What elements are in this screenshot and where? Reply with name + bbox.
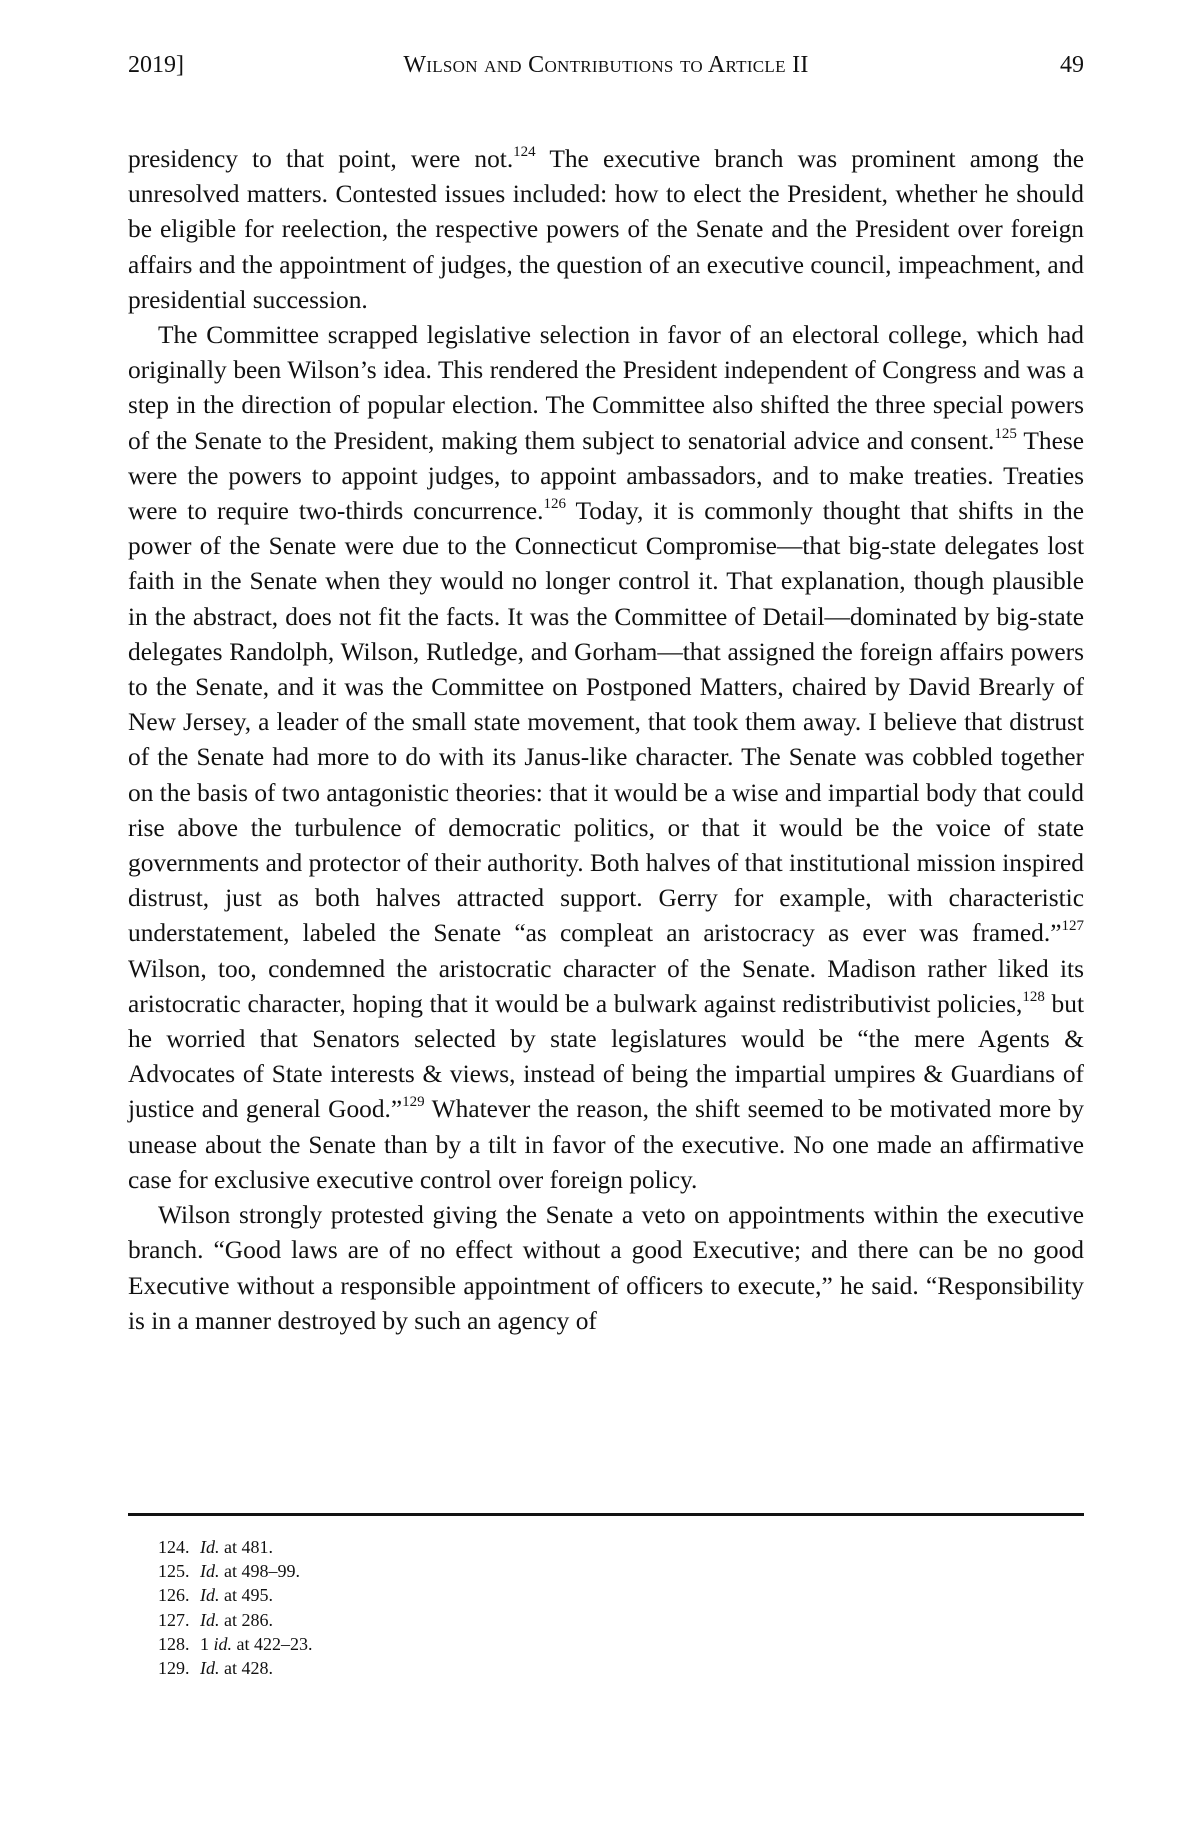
footnote-id-signal: Id. <box>200 1609 220 1630</box>
footnote-128 <box>128 1632 1084 1656</box>
footnote-number: 126. <box>158 1585 190 1606</box>
paragraph-1 <box>128 142 1084 318</box>
footnote-number: 124. <box>158 1537 190 1557</box>
text-run: These were the powers to appoint judges, to appoint ambassadors, and to make treaties. Treaties were to require two-thirds concurrence. <box>128 426 1084 526</box>
footnote-ref-126[interactable]: 126 <box>543 496 567 513</box>
running-header <box>128 52 1084 86</box>
text-run: Today, it is commonly thought that shifts in the power of the Senate were due to the Connecticut Compromise—that big-state delegates lost faith in the Senate when they would no longer control it. That explanation, though plausible in the abstract, does not fit the facts. It was the Committee of Detail—dominated by big-state delegates Randolph, Wilson, Rutledge, and Gorham—that assigned the foreign affairs powers to the Senate, and it was the Committee on Postponed Matters, chaired by David Brearly of New Jersey, a leader of the small state movement, that took them away. I believe that distrust of the Senate had more to do with its Janus-like character. The Senate was cobbled together on the basis of two antagonistic theories: that it would be a wise and impartial body that could rise above the turbulence of democratic politics, or that it would be the voice of state governments and protector of their authority. Both halves of that institutional mission inspired distrust, just as both halves attracted support. Gerry for example, with characteristic understatement, labeled the Senate “as compleat an aristocracy as ever was framed.” <box>128 497 1084 948</box>
footnote-citation: at 286. <box>219 1609 273 1630</box>
footnote-citation: at 428. <box>219 1658 273 1679</box>
footnote-124 <box>128 1535 1084 1559</box>
text-run: Wilson strongly protested giving the Senate a veto on appointments within the executive branch. “Good laws are of no effect without a good Executive; and there can be no good Executive without a responsible appointment of officers to execute,” he said. “Responsibility is in a manner destroyed by such an agency of <box>128 1201 1084 1335</box>
text-run: presidency to that point, were not. <box>128 145 514 173</box>
text-run: but he worried that Senators selected by state legislatures would be “the mere Agents & Advocates of State interests & views, instead of being the impartial umpires & Guardians of justice and general Good.” <box>128 989 1084 1124</box>
header-volume-year: 2019] <box>128 52 184 78</box>
footnote-id-signal: Id. <box>200 1658 220 1679</box>
footnote-number: 127. <box>158 1609 190 1630</box>
footnote-id-signal: Id. <box>200 1561 220 1582</box>
text-run: The executive branch was prominent among the unresolved matters. Contested issues included: how to elect the President, whether he should be eligible for reelection, the respective powers of the Senate and the President over foreign affairs and the appointment of judges, the question of an executive council, impeachment, and presidential succession. <box>128 145 1084 314</box>
main-text <box>128 142 1084 1339</box>
footnote-citation: at 495. <box>219 1585 273 1606</box>
footnote-ref-127[interactable]: 127 <box>1061 918 1084 935</box>
text-run: The Committee scrapped legislative selection in favor of an electoral college, which had originally been Wilson’s idea. This rendered the President independent of Congress and was a step in the direction of popular election. The Committee also shifted the three special powers of the Senate to the President, making them subject to senatorial advice and consent. <box>128 321 1084 455</box>
footnote-divider <box>128 1513 1084 1516</box>
footnotes <box>128 1535 1084 1680</box>
footnote-citation: at 481. <box>219 1537 273 1557</box>
footnote-number: 129. <box>158 1658 190 1679</box>
footnote-prefix: 1 <box>200 1633 214 1654</box>
page-number: 49 <box>1060 52 1084 78</box>
footnote-citation: at 498–99. <box>219 1561 300 1582</box>
footnote-id-signal: id. <box>213 1633 233 1654</box>
paragraph-2 <box>128 318 1084 1198</box>
header-title: Wilson and Contributions to Article II <box>403 52 809 78</box>
footnote-125 <box>128 1559 1084 1583</box>
footnote-126 <box>128 1583 1084 1607</box>
footnote-129 <box>128 1656 1084 1680</box>
footnote-number: 128. <box>158 1633 190 1654</box>
footnote-ref-129[interactable]: 129 <box>402 1094 425 1111</box>
footnote-id-signal: Id. <box>200 1585 220 1606</box>
footnote-ref-128[interactable]: 128 <box>1022 988 1045 1005</box>
footnote-127 <box>128 1608 1084 1632</box>
text-run: Wilson, too, condemned the aristocratic character of the Senate. Madison rather liked its aristocratic character, hoping that it would be a bulwark against redistributivist policies, <box>128 954 1084 1018</box>
text-run: Whatever the reason, the shift seemed to be motivated more by unease about the Senate than by a tilt in favor of the executive. No one made an affirmative case for exclusive executive control over foreign policy. <box>128 1095 1084 1194</box>
footnote-citation: at 422–23. <box>232 1633 313 1654</box>
footnote-ref-124[interactable]: 124 <box>513 144 536 160</box>
footnote-id-signal: Id. <box>200 1537 220 1557</box>
footnote-number: 125. <box>158 1561 190 1582</box>
paragraph-3 <box>128 1198 1084 1339</box>
footnote-ref-125[interactable]: 125 <box>994 425 1017 442</box>
